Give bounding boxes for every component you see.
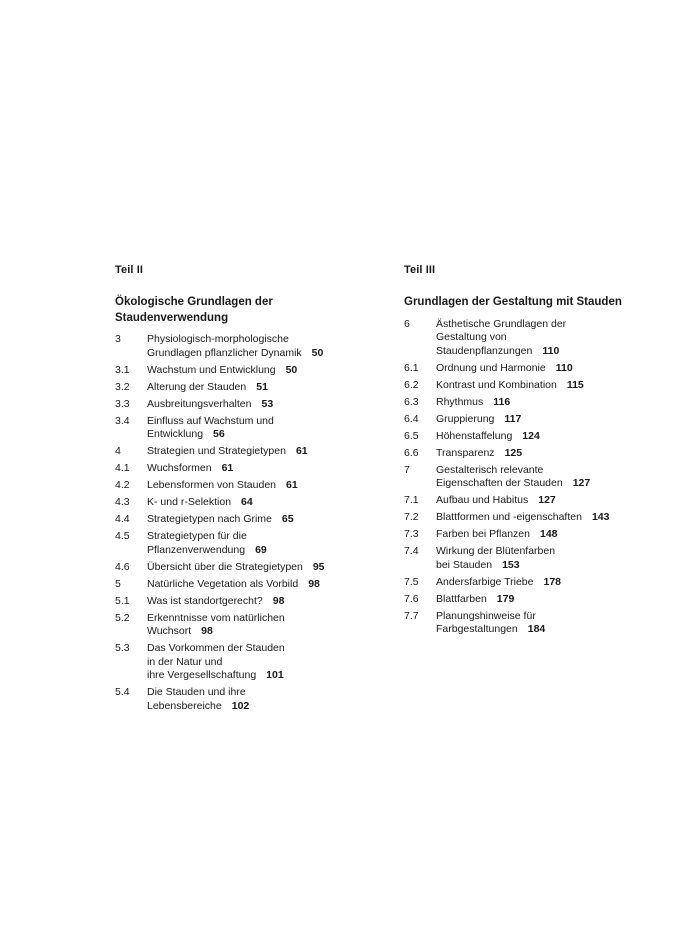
entry-title xyxy=(436,545,656,572)
toc-entry[interactable] xyxy=(404,610,656,637)
toc-entry[interactable] xyxy=(115,496,370,510)
entry-title-line: Farbgestaltungen xyxy=(436,623,518,636)
entry-title xyxy=(436,379,656,393)
entry-number: 6.4 xyxy=(404,412,419,425)
entry-title-line: Wachstum und Entwicklung xyxy=(147,363,276,376)
entry-number: 7.3 xyxy=(404,528,419,541)
entry-title-line: Ästhetische Grundlagen der xyxy=(436,317,567,330)
entry-number: 3.1 xyxy=(115,363,130,376)
entry-number: 5.2 xyxy=(115,611,130,624)
entry-title-line: Gestalterisch relevante xyxy=(436,463,544,476)
toc-entry[interactable] xyxy=(115,686,370,713)
entry-number: 7.6 xyxy=(404,592,419,605)
entry-page-number: 179 xyxy=(496,592,515,605)
entry-title xyxy=(436,610,656,637)
entry-title-line: Erkenntnisse vom natürlichen xyxy=(147,611,285,624)
entry-page-number: 153 xyxy=(502,558,520,571)
toc-column-teil-2 xyxy=(115,262,370,717)
toc-entry[interactable] xyxy=(115,333,370,360)
entry-title xyxy=(436,318,656,359)
entry-title xyxy=(436,511,656,525)
entry-title-line: in der Natur und xyxy=(147,655,223,668)
entry-page-number: 110 xyxy=(542,344,560,357)
toc-entry[interactable] xyxy=(404,362,656,376)
toc-entry[interactable] xyxy=(115,513,370,527)
entry-page-number: 101 xyxy=(266,669,284,682)
entry-number: 4 xyxy=(115,445,121,458)
entry-number: 3.2 xyxy=(115,380,130,393)
toc-entry[interactable] xyxy=(404,545,656,572)
entry-title-line: bei Stauden xyxy=(436,558,493,571)
toc-entry[interactable] xyxy=(115,578,370,592)
entry-number: 6.2 xyxy=(404,378,419,391)
entry-title-line: Andersfarbige Triebe xyxy=(436,575,534,588)
entry-title-line: Eigenschaften der Stauden xyxy=(436,477,563,490)
entry-title-line: Entwicklung xyxy=(147,428,204,441)
toc-entry[interactable] xyxy=(115,381,370,395)
entry-number: 3.4 xyxy=(115,414,130,427)
entry-title xyxy=(436,464,656,491)
entry-title-line: Ordnung und Harmonie xyxy=(436,361,546,374)
entry-page-number: 125 xyxy=(504,446,523,459)
entry-number: 4.3 xyxy=(115,496,130,509)
entry-title-line: Gruppierung xyxy=(436,412,495,425)
entry-title-line: Alterung der Stauden xyxy=(147,380,247,393)
entry-title-line: Strategietypen für die xyxy=(147,530,247,543)
entry-title-line: K- und r-Selektion xyxy=(147,496,232,509)
entry-title xyxy=(147,530,370,557)
entry-title xyxy=(436,396,656,410)
entry-title xyxy=(436,593,656,607)
entry-page-number: 53 xyxy=(261,397,274,410)
entry-title-line: Farben bei Pflanzen xyxy=(436,528,530,541)
entry-title-line: Ausbreitungsverhalten xyxy=(147,397,252,410)
entry-title-line: Einfluss auf Wachstum und xyxy=(147,414,274,427)
entry-title-line: Rhythmus xyxy=(436,395,484,408)
entry-page-number: 124 xyxy=(522,429,540,442)
toc-entry[interactable] xyxy=(404,379,656,393)
entry-title-line: Lebensbereiche xyxy=(147,699,222,712)
entry-title-line: Strategien und Strategietypen xyxy=(147,445,286,458)
part-heading: Teil III xyxy=(404,264,436,276)
entry-number: 4.6 xyxy=(115,560,130,573)
entry-page-number: 178 xyxy=(543,575,562,588)
entry-page-number: 148 xyxy=(539,528,558,541)
entry-number: 5.1 xyxy=(115,594,130,607)
toc-entry[interactable] xyxy=(115,530,370,557)
part-heading: Teil II xyxy=(115,264,144,276)
entry-number: 4.5 xyxy=(115,530,130,543)
toc-entry[interactable] xyxy=(115,595,370,609)
entry-number: 7.1 xyxy=(404,494,419,507)
toc-entry[interactable] xyxy=(404,528,656,542)
entry-title-line: Wirkung der Blütenfarben xyxy=(436,545,556,558)
toc-entry[interactable] xyxy=(115,364,370,378)
entry-title xyxy=(436,576,656,590)
entry-title-line: Blattfarben xyxy=(436,592,487,605)
entry-title-line: Wuchsformen xyxy=(147,462,212,475)
entry-title xyxy=(147,686,370,713)
toc-entry[interactable] xyxy=(404,494,656,508)
entry-title-line: Pflanzenverwendung xyxy=(147,543,246,556)
entry-title-line: Kontrast und Kombination xyxy=(436,378,557,391)
toc-entry[interactable] xyxy=(115,398,370,412)
toc-entry[interactable] xyxy=(115,479,370,493)
entry-number: 7.5 xyxy=(404,575,419,588)
entry-number: 4.4 xyxy=(115,513,130,526)
entry-title-line: Wuchsort xyxy=(147,625,192,638)
toc-entry[interactable] xyxy=(404,576,656,590)
entry-page-number: 116 xyxy=(493,395,511,408)
entry-title xyxy=(147,642,370,683)
entry-title xyxy=(147,333,370,360)
entry-page-number: 64 xyxy=(241,496,253,509)
entry-page-number: 69 xyxy=(255,543,267,556)
entry-page-number: 56 xyxy=(213,428,225,441)
entry-number: 5 xyxy=(115,577,121,590)
entry-title-line: ihre Vergesellschaftung xyxy=(147,669,257,682)
entry-title xyxy=(147,398,370,412)
entry-number: 7 xyxy=(404,463,410,476)
entry-title-line: Was ist standortgerecht? xyxy=(147,594,263,607)
entry-title xyxy=(147,445,370,459)
section-heading: Ökologische Grundlagen der Staudenverwendung xyxy=(115,296,273,324)
entry-page-number: 127 xyxy=(572,477,591,490)
toc-entry[interactable] xyxy=(115,462,370,476)
toc-entry[interactable] xyxy=(404,447,656,461)
entry-title-line: Die Stauden und ihre xyxy=(147,686,246,699)
entry-number: 5.4 xyxy=(115,686,130,699)
entry-page-number: 61 xyxy=(295,445,308,458)
entry-title xyxy=(147,612,370,639)
entry-title xyxy=(147,513,370,527)
entry-number: 7.4 xyxy=(404,545,419,558)
entry-title xyxy=(147,415,370,442)
toc-column-teil-3 xyxy=(404,262,656,640)
toc-entry[interactable] xyxy=(404,318,656,359)
entry-number: 6.6 xyxy=(404,446,419,459)
entry-number: 7.2 xyxy=(404,511,419,524)
entry-title-line: Strategietypen nach Grime xyxy=(147,513,272,526)
entry-number: 3.3 xyxy=(115,397,130,410)
toc-entry[interactable] xyxy=(115,415,370,442)
entry-page-number: 98 xyxy=(308,577,320,590)
toc-entry[interactable] xyxy=(404,430,656,444)
entry-title xyxy=(147,496,370,510)
entry-page-number: 51 xyxy=(256,380,268,393)
entry-title-line: Planungshinweise für xyxy=(436,609,536,622)
toc-entry[interactable] xyxy=(404,464,656,491)
entry-title-line: Transparenz xyxy=(436,446,495,459)
entry-title xyxy=(436,413,656,427)
entry-title xyxy=(147,595,370,609)
entry-title xyxy=(436,494,656,508)
toc-entry[interactable] xyxy=(115,642,370,683)
toc-entry[interactable] xyxy=(404,396,656,410)
entry-title-line: Höhenstaffelung xyxy=(436,429,513,442)
entry-title-line: Blattformen und -eigenschaften xyxy=(436,511,582,524)
entry-number: 4.1 xyxy=(115,462,130,475)
entry-title-line: Das Vorkommen der Stauden xyxy=(147,642,285,655)
entry-title xyxy=(147,561,370,575)
entry-title-line: Aufbau und Habitus xyxy=(436,494,529,507)
entry-title-line: Grundlagen pflanzlicher Dynamik xyxy=(147,346,302,359)
entry-title-line: Staudenpflanzungen xyxy=(436,344,533,357)
entry-page-number: 117 xyxy=(504,412,522,425)
entry-title-line: Physiologisch-morphologische xyxy=(147,333,289,345)
entry-page-number: 95 xyxy=(312,560,325,573)
entry-page-number: 110 xyxy=(555,361,573,374)
toc-entry-list xyxy=(404,318,656,637)
entry-number: 3 xyxy=(115,333,121,345)
entry-title xyxy=(147,381,370,395)
entry-title xyxy=(436,447,656,461)
entry-title-line: Lebensformen von Stauden xyxy=(147,479,277,492)
entry-number: 4.2 xyxy=(115,479,130,492)
toc-entry[interactable] xyxy=(115,445,370,459)
toc-entry[interactable] xyxy=(115,561,370,575)
entry-title xyxy=(147,578,370,592)
entry-title xyxy=(147,479,370,493)
entry-page-number: 184 xyxy=(527,623,546,636)
entry-page-number: 61 xyxy=(221,462,234,475)
entry-title-line: Übersicht über die Strategietypen xyxy=(147,560,303,573)
entry-number: 6 xyxy=(404,317,410,330)
entry-title xyxy=(147,364,370,378)
entry-page-number: 50 xyxy=(311,346,324,359)
entry-title xyxy=(436,362,656,376)
section-heading: Grundlagen der Gestaltung mit Stauden xyxy=(404,296,622,308)
toc-entry-list xyxy=(115,333,370,714)
entry-number: 5.3 xyxy=(115,642,130,655)
entry-title xyxy=(147,462,370,476)
entry-page-number: 102 xyxy=(231,699,250,712)
entry-page-number: 127 xyxy=(538,494,556,507)
entry-number: 7.7 xyxy=(404,609,419,622)
entry-title xyxy=(436,430,656,444)
entry-number: 6.1 xyxy=(404,361,419,374)
entry-page-number: 65 xyxy=(281,513,294,526)
toc-entry[interactable] xyxy=(404,511,656,525)
entry-number: 6.5 xyxy=(404,429,419,442)
entry-title-line: Gestaltung von xyxy=(436,331,507,344)
entry-page-number: 61 xyxy=(286,479,298,492)
entry-page-number: 98 xyxy=(201,625,213,638)
entry-title xyxy=(436,528,656,542)
entry-page-number: 143 xyxy=(591,511,610,524)
entry-number: 6.3 xyxy=(404,395,419,408)
toc-entry[interactable] xyxy=(404,593,656,607)
entry-page-number: 50 xyxy=(285,363,298,376)
entry-title-line: Natürliche Vegetation als Vorbild xyxy=(147,577,299,590)
toc-entry[interactable] xyxy=(115,612,370,639)
entry-page-number: 98 xyxy=(272,594,285,607)
entry-page-number: 115 xyxy=(566,378,584,391)
toc-entry[interactable] xyxy=(404,413,656,427)
